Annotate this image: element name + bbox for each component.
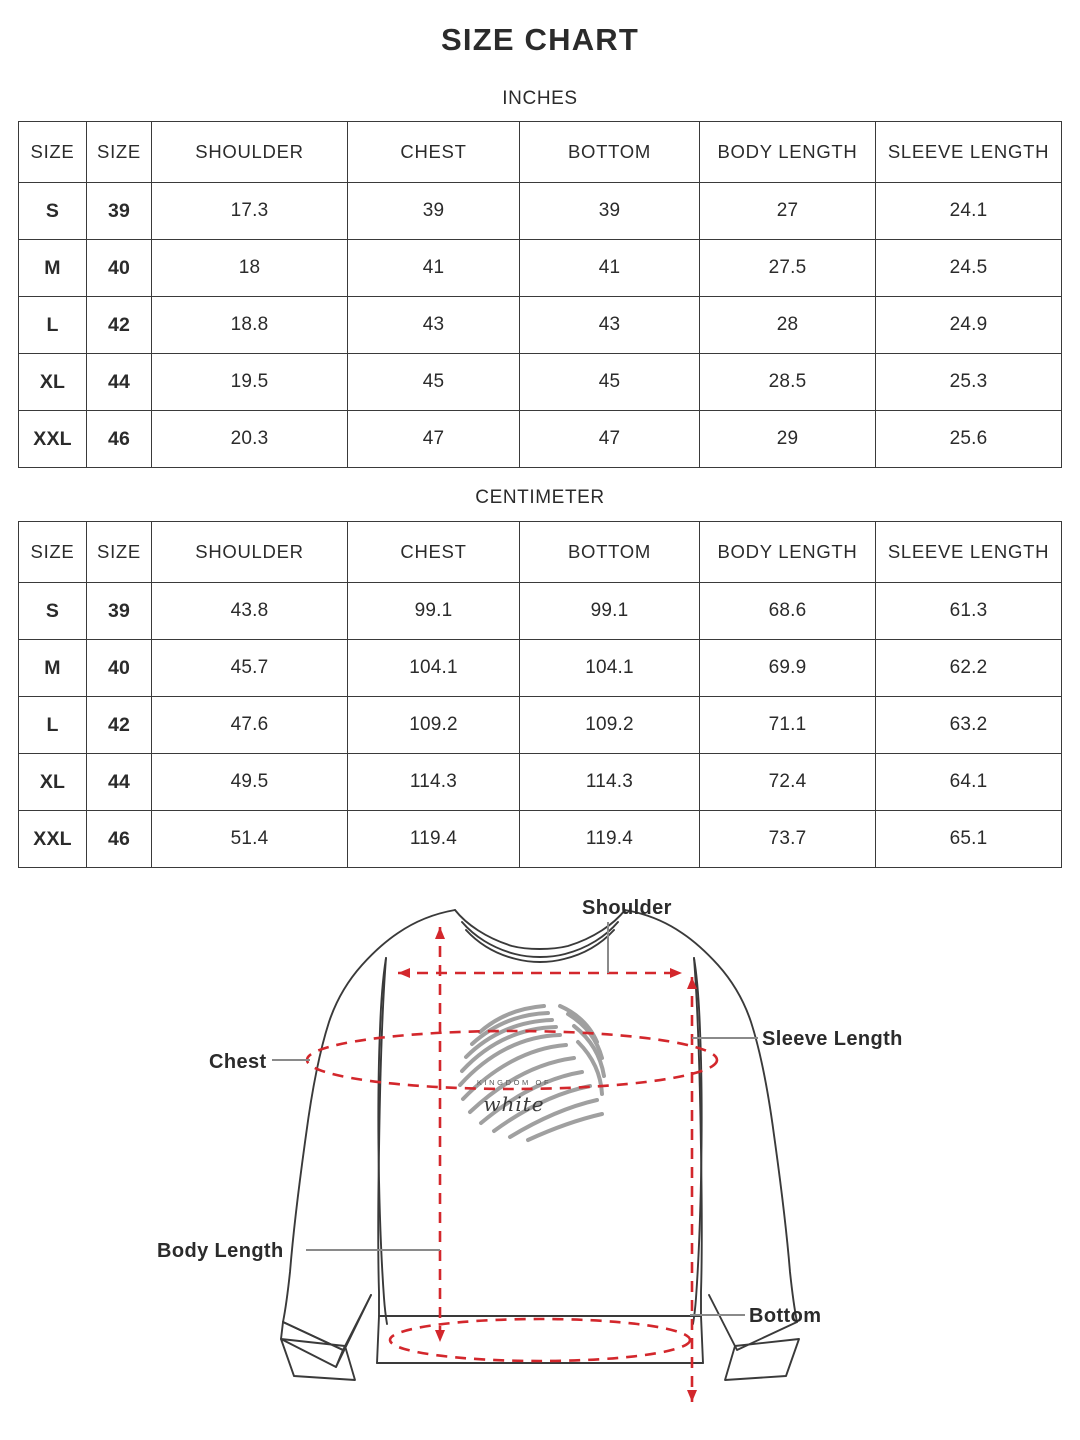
cell-chest: 45: [348, 354, 520, 411]
col-header-size-number: SIZE: [87, 122, 152, 183]
cell-size-letter: S: [19, 583, 87, 640]
diagram-label-shoulder: Shoulder: [582, 897, 672, 919]
col-header-bottom: BOTTOM: [520, 522, 700, 583]
table-header-row: [19, 122, 1062, 183]
cell-bottom: 43: [520, 297, 700, 354]
cell-bottom: 109.2: [520, 697, 700, 754]
cell-size-letter: L: [19, 697, 87, 754]
cell-size-number: 42: [87, 697, 152, 754]
col-header-chest: CHEST: [348, 122, 520, 183]
table-row: [19, 183, 1062, 240]
cell-bottom: 114.3: [520, 754, 700, 811]
chest-logo-top-text: KINGDOM OF: [476, 1078, 552, 1087]
table-header-row: [19, 522, 1062, 583]
cell-shoulder: 43.8: [152, 583, 348, 640]
col-header-chest: CHEST: [348, 522, 520, 583]
chest-logo-script-text: white: [483, 1092, 545, 1116]
cell-size-number: 39: [87, 183, 152, 240]
cell-body-length: 72.4: [700, 754, 876, 811]
table-row: [19, 697, 1062, 754]
cell-sleeve-length: 25.6: [876, 411, 1062, 468]
cell-size-number: 46: [87, 811, 152, 868]
cell-bottom: 39: [520, 183, 700, 240]
cell-shoulder: 18.8: [152, 297, 348, 354]
cell-sleeve-length: 63.2: [876, 697, 1062, 754]
table-row: [19, 640, 1062, 697]
cell-shoulder: 17.3: [152, 183, 348, 240]
col-header-body-length: BODY LENGTH: [700, 122, 876, 183]
col-header-body-length: BODY LENGTH: [700, 522, 876, 583]
cell-sleeve-length: 25.3: [876, 354, 1062, 411]
cell-size-number: 42: [87, 297, 152, 354]
cell-size-number: 46: [87, 411, 152, 468]
cell-bottom: 47: [520, 411, 700, 468]
col-header-shoulder: SHOULDER: [152, 122, 348, 183]
bottom-measure-ellipse: [390, 1319, 690, 1361]
cell-sleeve-length: 65.1: [876, 811, 1062, 868]
col-header-size-letter: SIZE: [19, 522, 87, 583]
cell-chest: 104.1: [348, 640, 520, 697]
cell-chest: 99.1: [348, 583, 520, 640]
cell-shoulder: 19.5: [152, 354, 348, 411]
diagram-label-chest: Chest: [209, 1051, 267, 1073]
cell-bottom: 41: [520, 240, 700, 297]
cell-chest: 39: [348, 183, 520, 240]
cell-body-length: 71.1: [700, 697, 876, 754]
col-header-size-number: SIZE: [87, 522, 152, 583]
cell-chest: 109.2: [348, 697, 520, 754]
cell-body-length: 28.5: [700, 354, 876, 411]
cell-size-number: 44: [87, 354, 152, 411]
cell-body-length: 73.7: [700, 811, 876, 868]
unit-caption-centimeter: CENTIMETER: [475, 487, 605, 508]
cell-size-letter: XXL: [19, 811, 87, 868]
cell-size-letter: L: [19, 297, 87, 354]
cell-sleeve-length: 61.3: [876, 583, 1062, 640]
cell-bottom: 119.4: [520, 811, 700, 868]
cell-bottom: 45: [520, 354, 700, 411]
sweatshirt-outline: [281, 910, 799, 1380]
table-row: [19, 240, 1062, 297]
cell-body-length: 68.6: [700, 583, 876, 640]
cell-size-number: 40: [87, 240, 152, 297]
cell-shoulder: 51.4: [152, 811, 348, 868]
col-header-shoulder: SHOULDER: [152, 522, 348, 583]
col-header-size-letter: SIZE: [19, 122, 87, 183]
cell-sleeve-length: 24.9: [876, 297, 1062, 354]
cell-size-number: 40: [87, 640, 152, 697]
cell-chest: 43: [348, 297, 520, 354]
cell-shoulder: 49.5: [152, 754, 348, 811]
table-row: [19, 583, 1062, 640]
diagram-label-body-length: Body Length: [157, 1240, 284, 1262]
cell-size-number: 39: [87, 583, 152, 640]
cell-size-letter: M: [19, 240, 87, 297]
table-row: [19, 411, 1062, 468]
col-header-sleeve-length: SLEEVE LENGTH: [876, 522, 1062, 583]
diagram-label-bottom: Bottom: [749, 1305, 822, 1327]
cell-chest: 47: [348, 411, 520, 468]
cell-body-length: 27.5: [700, 240, 876, 297]
cell-shoulder: 20.3: [152, 411, 348, 468]
cell-size-letter: XL: [19, 354, 87, 411]
cell-size-number: 44: [87, 754, 152, 811]
cell-chest: 41: [348, 240, 520, 297]
cell-body-length: 29: [700, 411, 876, 468]
cell-size-letter: XXL: [19, 411, 87, 468]
cell-shoulder: 45.7: [152, 640, 348, 697]
cell-body-length: 28: [700, 297, 876, 354]
cell-sleeve-length: 64.1: [876, 754, 1062, 811]
diagram-label-sleeve-length: Sleeve Length: [762, 1028, 903, 1050]
page-title: SIZE CHART: [441, 22, 639, 57]
cell-sleeve-length: 24.5: [876, 240, 1062, 297]
table-row: [19, 354, 1062, 411]
col-header-bottom: BOTTOM: [520, 122, 700, 183]
cell-size-letter: M: [19, 640, 87, 697]
cell-chest: 114.3: [348, 754, 520, 811]
measurement-diagram: [0, 880, 1080, 1440]
unit-caption-inches: INCHES: [502, 88, 578, 109]
cell-size-letter: XL: [19, 754, 87, 811]
cell-chest: 119.4: [348, 811, 520, 868]
size-table-inches: [18, 121, 1062, 468]
cell-bottom: 99.1: [520, 583, 700, 640]
cell-sleeve-length: 62.2: [876, 640, 1062, 697]
cell-body-length: 69.9: [700, 640, 876, 697]
chest-logo-artwork: [460, 1006, 604, 1140]
cell-shoulder: 47.6: [152, 697, 348, 754]
cell-sleeve-length: 24.1: [876, 183, 1062, 240]
cell-shoulder: 18: [152, 240, 348, 297]
measurement-lines: [307, 927, 717, 1402]
cell-bottom: 104.1: [520, 640, 700, 697]
cell-body-length: 27: [700, 183, 876, 240]
table-row: [19, 754, 1062, 811]
cell-size-letter: S: [19, 183, 87, 240]
col-header-sleeve-length: SLEEVE LENGTH: [876, 122, 1062, 183]
table-row: [19, 297, 1062, 354]
table-row: [19, 811, 1062, 868]
size-table-centimeter: [18, 521, 1062, 868]
